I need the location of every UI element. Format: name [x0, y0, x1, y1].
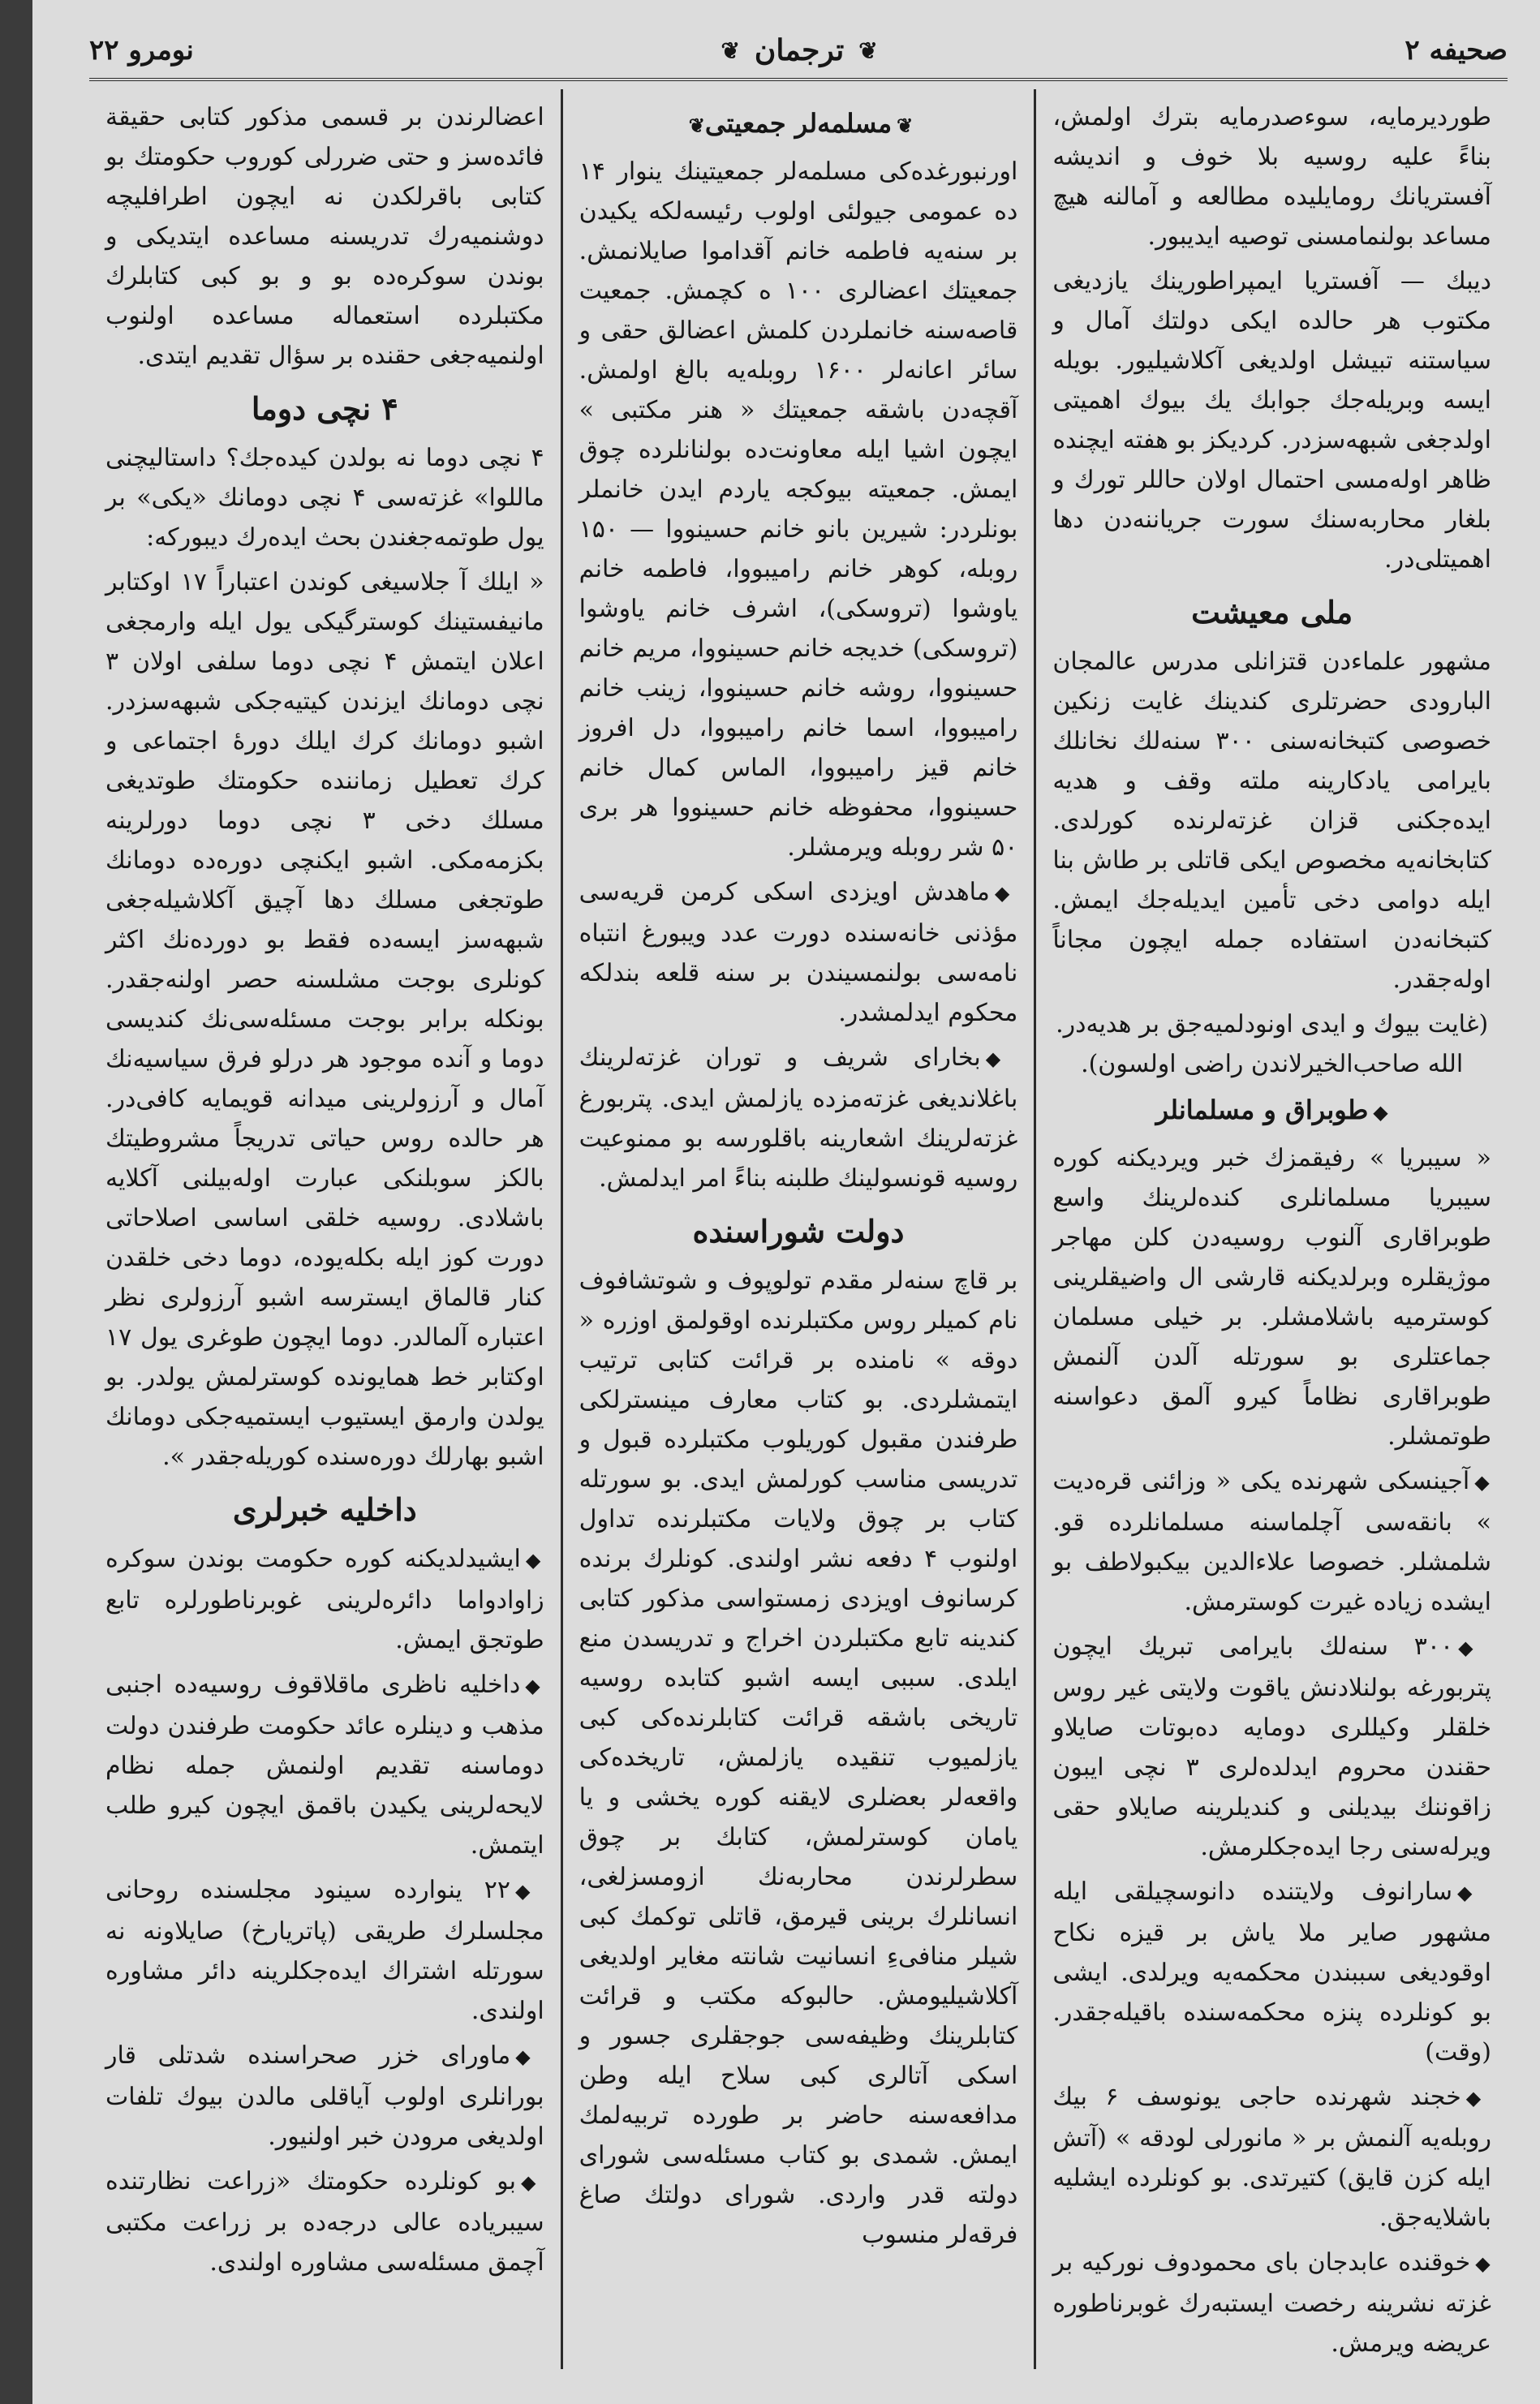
article-paragraph: دیبك — آفستریا ایمپراطورینك یازدیغی مکتوب هر حالده ایكی دولتك آمال و سیاستنه تبیشل اولدیغی آكلاشیلیور. بویله ایسه وبریله‌جك جوابك یك بیوك اهمیتی اولدجغی شبهه‌سزدر. كردیكز بو هفته ایچنده ظاهر اوله‌مسی احتمال اولان حاللر تورك و بلغار محاربه‌سنك سورت جریاننه‌دن دها اهمیتلی‌در.	[1052, 267, 1491, 574]
diamond-bullet-icon: ◆	[514, 1880, 544, 1903]
news-item	[105, 1539, 544, 1660]
news-item-text: سارانوف ولایتنده دانوسچیلقی ایله مشهور صایر ملا یاش بر قیزه نکاح اوقودیغی سببندن محکمه‌یه ویرلدی. ایشی بو کونلرده پنزه محکمه‌سنده باقیله‌جقدر. (وقت)	[1052, 1877, 1491, 2066]
news-item	[1052, 1627, 1491, 1867]
diamond-bullet-icon: ◆	[1458, 1636, 1491, 1659]
article-paragraph: مشهور علماءدن قتزانلی مدرس عالمجان البارودی حضرتلری كندینك غایت زنكین خصوصی كتبخانه‌سنی ۳۰۰ سنه‌لك نخانلك بایرامی یادکارینه ملته وقف و هدیه ایده‌جکنی قزان غزته‌لرنده کورلدی. كتابخانه‌یه مخصوص ایكی قاتلی بر طاش بنا ایله دوامی دخی تأمین ایدیله‌جك ایمش. كتبخانه‌دن استفاده جمله ایچون مجاناً اوله‌جقدر.	[1052, 647, 1491, 994]
diamond-bullet-icon: ◆	[994, 882, 1018, 905]
article-paragraph: (غایت بیوك و ایدی اونودلمیه‌جق بر هدیه‌در. الله صاحب‌الخیرلاندن راضی اولسون).	[1056, 1010, 1489, 1078]
issue-number-label: نومرو ۲۲	[89, 34, 194, 67]
article-paragraph: اورنبورغده‌کی مسلمه‌لر جمعیتینك ینوار ۱۴ ده عمومی جیولئی اولوب رئیسه‌لکه یکیدن بر سنه‌یه فاطمه خانم آقداموا صایلانمش. جمعیتك اعضالری ۱۰۰ ه کچمش. جمعیت قاصه‌سنه خانملردن کلمش اعضالق حقی و سائر اعانه‌لر ۱۶۰۰ روبله‌یه بالغ اولمش. آقچه‌دن باشقه جمعیتك « هنر مکتبی » ایچون اشیا ایله معاونت‌ده بولنانلرده چوق ایمش. جمعیته بیوکجه یاردم ایدن خانملر بونلردر: شیرین بانو خانم حسینووا — ۱۵۰ روبله، کوهر خانم رامیبووا، فاطمه خانم یاوشوا (تروسکی)، اشرف خانم یاوشوا (تروسکی) خدیجه خانم حسینووا، مریم خانم حسینووا، روشه خانم حسینووا، زینب خانم رامیبووا، اسما خانم رامیبووا، دل افروز خانم قیز رامیبووا، الماس کمال خانم حسینووا، محفوظه خانم حسینووا هر بری ۵۰ شر روبله ویرمشلر.	[579, 157, 1018, 862]
news-item	[579, 872, 1018, 1033]
news-item-text: داخلیه ناظری ماقلاقوف روسیه‌ده اجنبی مذهب و دینلره عائد حکومت طرفندن دولت دوماسنه تقدیم اولنمش جمله نظام لایحه‌لرینی یکیدن باقمق ایچون کیرو طلب ایتمش.	[105, 1671, 544, 1860]
masthead-title: ترجمان	[754, 33, 845, 67]
news-item-text: ماهدش اویزدی اسکی کرمن قریه‌سی مؤذنی خانه‌سنده دورت عدد ویبورغ انتباه نامه‌سی بولنمسیندن بر سنه قلعه بندلکه محکوم ایدلمشدر.	[579, 878, 1018, 1027]
newspaper-page	[32, 0, 1540, 2404]
news-item-text: ایشیدلدیکنه کوره حکومت بوندن سوکره زاوادواما دائره‌لرینی غوبرناطورلره تابع طوتجق ایمش.	[105, 1545, 544, 1654]
news-item-text: خجند شهرنده حاجی یونوسف ۶ بیك روبله‌یه آلنمش بر « مانورلی لودقه » (آتش ایله کزن قایق) کتیرتدی. بو کونلرده ایشلیه باشلایه‌جق.	[1052, 2083, 1491, 2232]
news-item	[105, 2161, 544, 2282]
article-paragraph: « ایلك آ جلاسیغی کوندن اعتباراً ۱۷ اوکتابر مانیفستینك کوسترگیکی یول ایله وارمجغی اعلان ایتمش ۴ نچی دوما سلفی اولان ۳ نچی دومانك ایزندن کیتیه‌جکی شبهه‌سزدر. اشبو دومانك کرك ایلك دورهٔ اجتماعی و کرك تعطیل زماننده حکومتك طوتدیغی مسلك دخی ۳ نچی دوما دورلرینه بکزمه‌مکی. اشبو ایکنچی دوره‌ده دومانك طوتجغی مسلك دها آچیق آکلاشیله‌جغی شبهه‌سز ایسه‌ده فقط بو دورده‌نك اکثر کونلری بوجت مشلسنه حصر اولنه‌جقدر. بونکله برابر بوجت مسئله‌سی‌نك کندیسی دوما و آنده موجود هر درلو فرق سیاسیه‌نك آمال و آرزولرینی میدانه قویمایه کافی‌در. هر حالده روس حیاتی تدریجاً مشروطیتك بالکز سوبلنکی عبارت اوله‌بیلنی آکلایه باشلادی. روسیه خلقی اساسی اصلاحاتی دورت کوز ایله بکله‌یوده، دوما دخی خلقدن کنار قالماق ایسترسه اشبو آرزولری نظر اعتباره آلمالدر. دوما ایچون طوغری یول ۱۷ اوکتابر خط همایونده کوسترلمش یولدر. بو یولدن وارمق ایستیوب ایستمیه‌جکی دومانك اشبو بهارلك دوره‌سنده کوریله‌جقدر ».	[105, 568, 544, 1471]
diamond-bullet-icon: ◆	[525, 1675, 544, 1697]
news-item-text: ۲۲ ینوارده سینود مجلسنده روحانی مجلسلرك طریقی (پاتریارخ) صایلاونه نه سورتله اشتراك ایده‌جکلرینه دائر مشاوره اولندی.	[105, 1876, 544, 2025]
page-header	[89, 23, 1508, 81]
diamond-bullet-icon: ◆	[1373, 1100, 1388, 1124]
diamond-bullet-icon: ◆	[1474, 1471, 1491, 1494]
news-item-text: بخارای شریف و توران غزته‌لرینك باغلاندیغی غزته‌مزده یازلمش ایدی. پتربورغ غزته‌لرینك اشعارینه باقلورسه بو ممنوعیت روسیه قونسولینك طلبنه بناءً امر ایدلمش.	[579, 1043, 1018, 1193]
diamond-bullet-icon: ◆	[520, 2171, 544, 2194]
diamond-bullet-icon: ◆	[1465, 2087, 1491, 2109]
news-item	[1052, 2243, 1491, 2363]
news-item-text: خوقنده عابدجان بای محمودوف نورکیه بر غزته نشرینه رخصت ایستبه‌رك غوبرناطوره عریضه ویرمش.	[1052, 2248, 1491, 2358]
news-item-text: آجینسکی شهرنده یکی « وزائنی قره‌دیت » بانقه‌سی آچلماسنه مسلمانلرده قو. شلمشلر. خصوصا علاءالدین بیکبولاطف بو ایشده زیاده غیرت کوسترمش.	[1052, 1467, 1491, 1616]
news-item-text: ماورای خزر صحراسنده شدتلی قار بورانلری اولوب آیاقلی مالدن بیوك تلفات اولدیغی مرودن خبر اولنیور.	[105, 2041, 544, 2151]
ornament-icon: ❦	[897, 114, 914, 137]
diamond-bullet-icon: ◆	[985, 1047, 1018, 1070]
news-item-text: بو کونلرده حکومتك «زراعت نظارتنده سیبریاده عالی درجه‌ده بر زراعت مکتبی آچمق مسئله‌سی مشاوره اولندی.	[105, 2167, 544, 2277]
article-columns	[89, 89, 1508, 2369]
section-heading: داخلیه خبرلری	[232, 1491, 417, 1528]
diamond-bullet-icon: ◆	[1475, 2252, 1491, 2275]
article-paragraph: اعضالرندن بر قسمی مذکور کتابی حقیقة فائده‌سز و حتی ضررلی کوروب حکومتك بو کتابی باقرلکدن نه ایچون اطرافلیچه دوشنمیه‌رك تدریسنه مساعده ایتدیکی و بوندن سوکره‌ده بو و بو کبی کتابلرك مکتبلرده استعماله مساعده اولنوب اولنمیه‌جغی حقنده بر سؤال تقدیم ایتدی.	[105, 103, 544, 370]
article-paragraph: بر قاچ سنه‌لر مقدم تولوپوف و شوتشافوف نام کمیلر روس مکتبلرنده اوقولمق اوزره « دوقه » نامنده بر قرائت کتابی ترتیب ایتمشلردی. بو کتاب معارف مینسترلکی طرفندن مقبول کوریلوب مکتبلرده قبول و تدریسی مناسب کورلمش ایدی. بو سورتله کتاب بر چوق ولایات مکتبلرنده تداول اولنوب ۴ دفعه نشر اولندی. کونلرك برنده کرسانوف اویزدی زمستواسی مذکور کتابی کندینه تابع مکتبلردن اخراج و تدریسدن منع ایلدی. سببی ایسه اشبو کتابده روسیه تاریخی باشقه قرائت کتابلرنده‌کی کبی یازلمیوب تنقیده یازلمش، تاریخده‌کی واقعه‌لر بعضلری لایقنه کوره یخشی و یا یامان کوسترلمش، کتابك بر چوق سطرلرندن محاربه‌نك ازومسزلغی، انسانلرك برینی قیرمق، قاتلی توکمك کبی شیلر منافیءِ انسانیت شانته مغایر اولدیغی آکلاشیلیومش. حالبوکه مکتب و قرائت کتابلرینك وظیفه‌سی جوجقلری جسور و اسکی آتالری کبی سلاح ایله وطن مدافعه‌سنه حاضر بر طورده تربیه‌لمك ایمش. شمدی بو کتاب مسئله‌سی شورای دولته قدر واردی. شورای دولتك صاغ فرقه‌لر منسوب	[579, 1267, 1018, 2249]
column-left	[89, 89, 563, 2369]
news-item-text: ۳۰۰ سنه‌لك بایرامی تبریك ایچون پتربورغه بولنلادنش یاقوت ولایتی غیر روس خلقلر وکیللری دومایه ده‌بوتات صایلاو حقندن محروم ایدلده‌لری ۳ نچی ایبون زاقوننك بیدیلنی و کندیلرینه صایلاو حقی ویرله‌سنی رجا ایده‌جکلرمش.	[1052, 1632, 1492, 1861]
ornament-icon: ❦	[688, 114, 705, 137]
news-item	[579, 1038, 1018, 1198]
section-heading: ۴ نچی دوما	[251, 390, 398, 427]
ornament-icon: ❦	[858, 37, 878, 64]
diamond-bullet-icon: ◆	[525, 1549, 544, 1572]
news-item	[1052, 2077, 1491, 2238]
section-heading	[579, 104, 1018, 145]
section-heading: دولت شوراسنده	[692, 1213, 905, 1249]
article-paragraph: « سیبریا » رفیقمزك خبر ویردیکنه کوره سیبریا مسلمانلری کنده‌لرینك واسع طوبراقاری آلنوب روسیه‌دن کلن مهاجر موژیقلره وبرلدیکنه قارشی ال واضیقلرینی کوسترمیه باشلامشلر. بر خیلی مسلمان جماعتلری بو سورتله آلدن آلنمش طوبراقاری نظاماً کیرو آلمق دعواسنه طوتمشلر.	[1052, 1144, 1491, 1451]
news-item	[105, 1665, 544, 1865]
subheading-text: طوبراق و مسلمانلر	[1155, 1094, 1369, 1125]
column-middle	[563, 89, 1037, 2369]
section-subheading	[1052, 1090, 1491, 1132]
article-paragraph: طورديرمايه، سوءصدرمايه بترك اولمش، بناءً عليه روسيه بلا خوف و اندیشه آفستریانك رومایلیده مطالعه و آمالنه هيچ مساعد بولنمامسنی توصیه ایدیبور.	[1052, 103, 1491, 251]
masthead	[721, 33, 877, 67]
page-number-label: صحیفه ۲	[1404, 34, 1508, 67]
diamond-bullet-icon: ◆	[515, 2045, 544, 2068]
section-heading: ملی معیشت	[1191, 594, 1353, 630]
ornament-icon: ❦	[721, 37, 740, 64]
news-item	[105, 2036, 544, 2157]
heading-text: مسلمه‌لر جمعیتی	[704, 108, 893, 139]
article-paragraph: ۴ نچی دوما نه بولدن کیده‌جك؟ داستالیچنی ماللوا» غزته‌سی ۴ نچی دومانك «یکی» بر یول طوتمه‌جغندن بحث ایده‌رك دیبورکه:	[105, 444, 544, 552]
news-item	[1052, 1461, 1491, 1622]
column-right	[1036, 89, 1508, 2369]
diamond-bullet-icon: ◆	[1457, 1881, 1491, 1904]
news-item	[1052, 1872, 1491, 2072]
news-item	[105, 1870, 544, 2031]
